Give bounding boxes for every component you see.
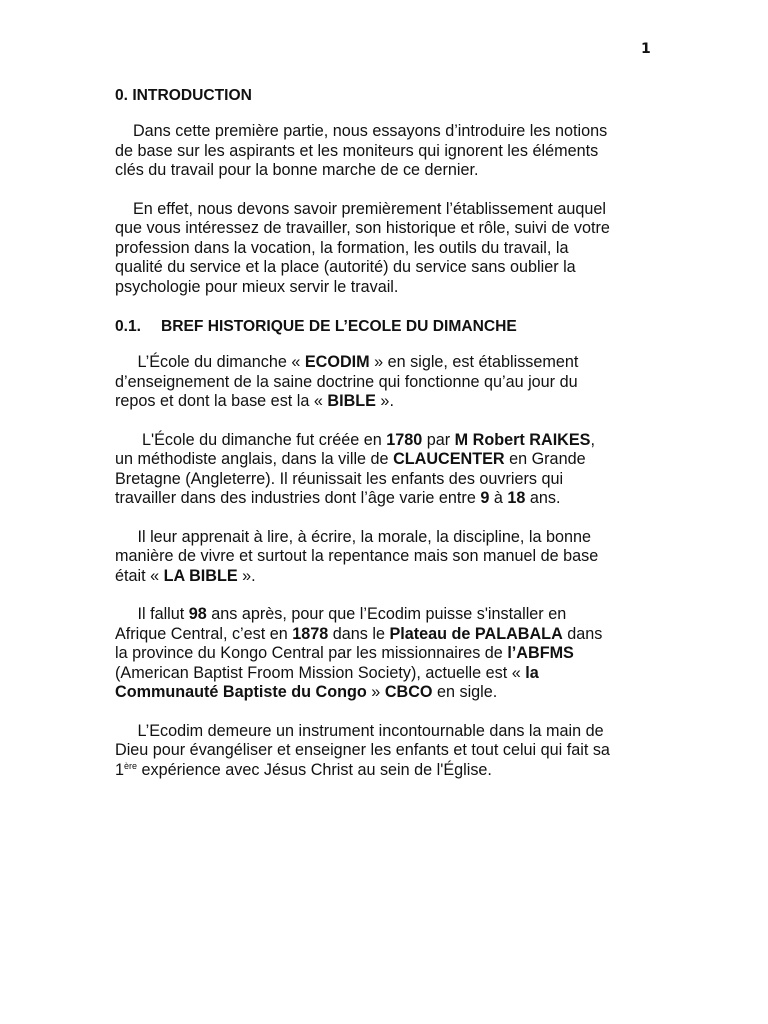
text-run-bold: l’ABFMS — [507, 644, 574, 663]
text-run: Afrique Central, c’est en — [115, 624, 293, 643]
paragraph-line: d’enseignement de la saine doctrine qui fonctionne qu’au jour du — [115, 372, 578, 391]
text-run: en Grande — [504, 450, 586, 469]
text-run: Il fallut — [115, 605, 189, 624]
paragraph-line: En effet, nous devons savoir premièrement l’établissement auquel — [115, 199, 606, 218]
text-run: en sigle. — [432, 682, 498, 701]
paragraph-founding — [115, 431, 671, 509]
text-run: repos et dont la base est la « — [115, 392, 328, 411]
text-run: L’École du dimanche « — [115, 353, 305, 372]
text-run: ». — [237, 566, 256, 585]
paragraph-line: qualité du service et la place (autorité) du service sans oublier la — [115, 258, 576, 277]
document-body — [115, 86, 671, 780]
section-number: 0.1. — [115, 317, 142, 335]
text-run: par — [422, 430, 455, 449]
paragraph-intro-2 — [115, 200, 671, 297]
paragraph-intro-1 — [115, 122, 671, 180]
paragraph-line: que vous intéressez de travailler, son historique et rôle, suivi de votre — [115, 219, 610, 238]
text-run-bold: CLAUCENTER — [393, 450, 505, 469]
text-run-bold: Plateau de PALABALA — [389, 624, 563, 643]
paragraph-line: de base sur les aspirants et les moniteurs qui ignorent les éléments — [115, 141, 599, 160]
text-run-bold: 9 — [480, 489, 490, 508]
text-run-bold: Communauté Baptiste du Congo — [115, 682, 367, 701]
paragraph-line: Dans cette première partie, nous essayons d’introduire les notions — [115, 122, 608, 141]
text-run-bold: ECODIM — [304, 353, 370, 372]
text-run: un méthodiste anglais, dans la ville de — [115, 450, 394, 469]
paragraph-line: L’Ecodim demeure un instrument incontournable dans la main de — [115, 721, 604, 740]
text-run-bold: la — [525, 663, 539, 682]
paragraph-line: profession dans la vocation, la formation, les outils du travail, la — [115, 238, 569, 257]
text-run-bold: 1780 — [386, 430, 423, 449]
text-run: dans — [562, 624, 603, 643]
text-run-bold: M Robert RAIKES — [454, 430, 591, 449]
paragraph-line: Dieu pour évangéliser et enseigner les enfants et tout celui qui fait sa — [115, 741, 610, 760]
text-run-bold: 18 — [507, 489, 526, 508]
paragraph-line: Il leur apprenait à lire, à écrire, la morale, la discipline, la bonne — [115, 527, 591, 546]
text-run: expérience avec Jésus Christ au sein de l'Église. — [137, 760, 492, 779]
text-run: ans après, pour que l’Ecodim puisse s'installer en — [206, 605, 567, 624]
text-run: ». — [375, 392, 394, 411]
intro-heading: 0. INTRODUCTION — [115, 87, 252, 104]
text-run-bold: LA BIBLE — [163, 566, 238, 585]
text-run-bold: BIBLE — [327, 392, 376, 411]
text-run: (American Baptist Froom Mission Society), actuelle est « — [115, 663, 526, 682]
text-run: à — [489, 489, 508, 508]
text-run: était « — [115, 566, 164, 585]
text-run-bold: 1878 — [292, 624, 329, 643]
superscript: ère — [124, 760, 138, 771]
text-run: » — [366, 682, 385, 701]
text-run: » en sigle, est établissement — [369, 353, 579, 372]
section-heading — [115, 317, 671, 336]
paragraph-line: clés du travail pour la bonne marche de ce dernier. — [115, 161, 479, 180]
text-run: 1 — [115, 760, 125, 779]
paragraph-conclusion — [115, 722, 671, 780]
text-run: dans le — [328, 624, 390, 643]
paragraph-line: manière de vivre et surtout la repentance mais son manuel de base — [115, 547, 599, 566]
text-run: ans. — [525, 489, 561, 508]
paragraph-africa — [115, 605, 671, 702]
paragraph-teaching — [115, 528, 671, 586]
paragraph-line: Bretagne (Angleterre). Il réunissait les enfants des ouvriers qui — [115, 469, 564, 488]
text-run-bold: 98 — [188, 605, 207, 624]
text-run: la province du Kongo Central par les missionnaires de — [115, 644, 508, 663]
page-number: 1 — [641, 41, 651, 57]
text-run-bold: CBCO — [384, 682, 433, 701]
section-title: BREF HISTORIQUE DE L’ECOLE DU DIMANCHE — [161, 317, 517, 335]
paragraph-line: psychologie pour mieux servir le travail. — [115, 277, 399, 296]
text-run: travailler dans des industries dont l’âge varie entre — [115, 489, 481, 508]
text-run: , — [590, 430, 595, 449]
text-run: L'École du dimanche fut créée en — [115, 430, 387, 449]
paragraph-ecodim — [115, 353, 671, 411]
